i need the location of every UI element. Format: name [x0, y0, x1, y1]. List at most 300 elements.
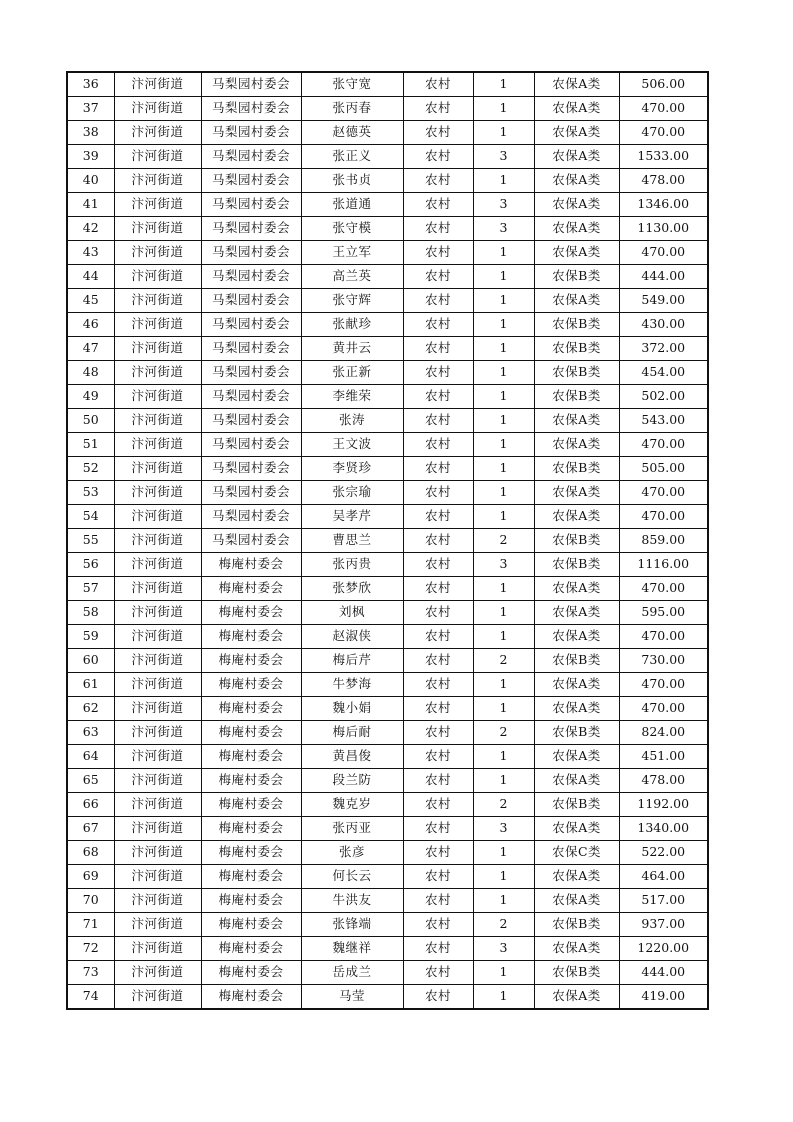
cell-insurance-category: 农保B类: [534, 313, 619, 337]
cell-amount: 824.00: [619, 721, 708, 745]
table-row: [67, 961, 708, 985]
cell-seq-number: 51: [67, 433, 114, 457]
cell-person-name: 吴孝芹: [301, 505, 403, 529]
cell-village-committee: 梅庵村委会: [201, 721, 301, 745]
cell-insurance-category: 农保A类: [534, 745, 619, 769]
table-row: [67, 97, 708, 121]
cell-insurance-category: 农保A类: [534, 889, 619, 913]
cell-person-name: 张守宽: [301, 72, 403, 97]
cell-amount: 470.00: [619, 673, 708, 697]
cell-village-committee: 梅庵村委会: [201, 913, 301, 937]
cell-residence-type: 农村: [403, 865, 473, 889]
cell-person-name: 段兰防: [301, 769, 403, 793]
cell-seq-number: 41: [67, 193, 114, 217]
table-row: [67, 985, 708, 1010]
cell-seq-number: 40: [67, 169, 114, 193]
cell-amount: 470.00: [619, 241, 708, 265]
cell-person-count: 2: [473, 913, 534, 937]
cell-person-count: 1: [473, 601, 534, 625]
cell-seq-number: 66: [67, 793, 114, 817]
cell-person-name: 梅后芹: [301, 649, 403, 673]
cell-person-name: 张丙春: [301, 97, 403, 121]
table-body: [67, 72, 708, 1009]
cell-person-name: 黄井云: [301, 337, 403, 361]
cell-residence-type: 农村: [403, 673, 473, 697]
cell-street: 汴河街道: [114, 913, 201, 937]
cell-insurance-category: 农保A类: [534, 97, 619, 121]
cell-seq-number: 67: [67, 817, 114, 841]
table-row: [67, 169, 708, 193]
cell-street: 汴河街道: [114, 625, 201, 649]
cell-person-count: 3: [473, 937, 534, 961]
cell-street: 汴河街道: [114, 481, 201, 505]
cell-seq-number: 43: [67, 241, 114, 265]
cell-village-committee: 马梨园村委会: [201, 409, 301, 433]
cell-village-committee: 梅庵村委会: [201, 745, 301, 769]
cell-amount: 549.00: [619, 289, 708, 313]
cell-seq-number: 48: [67, 361, 114, 385]
cell-village-committee: 马梨园村委会: [201, 361, 301, 385]
cell-amount: 470.00: [619, 481, 708, 505]
cell-insurance-category: 农保A类: [534, 985, 619, 1010]
cell-seq-number: 42: [67, 217, 114, 241]
cell-insurance-category: 农保B类: [534, 961, 619, 985]
cell-amount: 470.00: [619, 505, 708, 529]
cell-residence-type: 农村: [403, 649, 473, 673]
cell-person-count: 1: [473, 481, 534, 505]
cell-seq-number: 36: [67, 72, 114, 97]
cell-person-name: 张道通: [301, 193, 403, 217]
cell-village-committee: 梅庵村委会: [201, 961, 301, 985]
cell-street: 汴河街道: [114, 673, 201, 697]
cell-insurance-category: 农保B类: [534, 913, 619, 937]
cell-person-name: 张丙亚: [301, 817, 403, 841]
cell-village-committee: 梅庵村委会: [201, 793, 301, 817]
cell-seq-number: 62: [67, 697, 114, 721]
cell-insurance-category: 农保A类: [534, 121, 619, 145]
cell-amount: 506.00: [619, 72, 708, 97]
table-row: [67, 649, 708, 673]
cell-seq-number: 52: [67, 457, 114, 481]
cell-village-committee: 梅庵村委会: [201, 601, 301, 625]
cell-village-committee: 马梨园村委会: [201, 481, 301, 505]
cell-residence-type: 农村: [403, 193, 473, 217]
cell-amount: 451.00: [619, 745, 708, 769]
cell-amount: 430.00: [619, 313, 708, 337]
cell-amount: 595.00: [619, 601, 708, 625]
table-row: [67, 769, 708, 793]
cell-person-count: 1: [473, 169, 534, 193]
cell-street: 汴河街道: [114, 721, 201, 745]
cell-insurance-category: 农保A类: [534, 625, 619, 649]
cell-insurance-category: 农保B类: [534, 793, 619, 817]
cell-village-committee: 梅庵村委会: [201, 697, 301, 721]
cell-seq-number: 54: [67, 505, 114, 529]
cell-amount: 517.00: [619, 889, 708, 913]
cell-seq-number: 59: [67, 625, 114, 649]
cell-village-committee: 梅庵村委会: [201, 937, 301, 961]
cell-residence-type: 农村: [403, 529, 473, 553]
cell-street: 汴河街道: [114, 433, 201, 457]
cell-seq-number: 70: [67, 889, 114, 913]
cell-street: 汴河街道: [114, 337, 201, 361]
cell-residence-type: 农村: [403, 72, 473, 97]
cell-village-committee: 马梨园村委会: [201, 385, 301, 409]
cell-person-name: 张涛: [301, 409, 403, 433]
cell-person-name: 高兰英: [301, 265, 403, 289]
cell-person-count: 1: [473, 505, 534, 529]
cell-village-committee: 马梨园村委会: [201, 121, 301, 145]
cell-person-name: 魏继祥: [301, 937, 403, 961]
cell-amount: 1346.00: [619, 193, 708, 217]
cell-amount: 505.00: [619, 457, 708, 481]
table-row: [67, 673, 708, 697]
cell-amount: 470.00: [619, 97, 708, 121]
cell-insurance-category: 农保A类: [534, 937, 619, 961]
cell-amount: 1192.00: [619, 793, 708, 817]
cell-amount: 444.00: [619, 265, 708, 289]
table-row: [67, 577, 708, 601]
cell-person-count: 1: [473, 337, 534, 361]
cell-street: 汴河街道: [114, 289, 201, 313]
cell-insurance-category: 农保B类: [534, 385, 619, 409]
cell-residence-type: 农村: [403, 385, 473, 409]
cell-person-name: 曹思兰: [301, 529, 403, 553]
cell-amount: 1116.00: [619, 553, 708, 577]
cell-village-committee: 梅庵村委会: [201, 841, 301, 865]
cell-person-count: 1: [473, 673, 534, 697]
cell-street: 汴河街道: [114, 529, 201, 553]
cell-person-count: 1: [473, 265, 534, 289]
cell-village-committee: 梅庵村委会: [201, 865, 301, 889]
table-row: [67, 145, 708, 169]
table-row: [67, 529, 708, 553]
cell-seq-number: 50: [67, 409, 114, 433]
cell-street: 汴河街道: [114, 72, 201, 97]
cell-amount: 937.00: [619, 913, 708, 937]
cell-village-committee: 马梨园村委会: [201, 289, 301, 313]
cell-residence-type: 农村: [403, 913, 473, 937]
cell-person-name: 李贤珍: [301, 457, 403, 481]
table-row: [67, 865, 708, 889]
cell-village-committee: 马梨园村委会: [201, 433, 301, 457]
cell-street: 汴河街道: [114, 865, 201, 889]
cell-person-count: 3: [473, 217, 534, 241]
cell-village-committee: 马梨园村委会: [201, 72, 301, 97]
cell-seq-number: 39: [67, 145, 114, 169]
cell-residence-type: 农村: [403, 793, 473, 817]
cell-insurance-category: 农保A类: [534, 601, 619, 625]
cell-person-name: 张守模: [301, 217, 403, 241]
cell-amount: 1220.00: [619, 937, 708, 961]
cell-residence-type: 农村: [403, 433, 473, 457]
cell-person-name: 牛梦海: [301, 673, 403, 697]
table-row: [67, 265, 708, 289]
cell-street: 汴河街道: [114, 985, 201, 1010]
cell-residence-type: 农村: [403, 505, 473, 529]
cell-insurance-category: 农保A类: [534, 289, 619, 313]
cell-residence-type: 农村: [403, 289, 473, 313]
cell-street: 汴河街道: [114, 409, 201, 433]
cell-person-count: 1: [473, 97, 534, 121]
cell-person-name: 张守辉: [301, 289, 403, 313]
cell-person-count: 1: [473, 889, 534, 913]
cell-person-count: 2: [473, 649, 534, 673]
cell-residence-type: 农村: [403, 745, 473, 769]
table-row: [67, 193, 708, 217]
cell-person-count: 1: [473, 121, 534, 145]
cell-person-count: 1: [473, 745, 534, 769]
cell-seq-number: 73: [67, 961, 114, 985]
cell-residence-type: 农村: [403, 409, 473, 433]
table-row: [67, 793, 708, 817]
cell-seq-number: 37: [67, 97, 114, 121]
cell-insurance-category: 农保A类: [534, 145, 619, 169]
cell-person-count: 1: [473, 241, 534, 265]
cell-person-name: 牛洪友: [301, 889, 403, 913]
cell-insurance-category: 农保B类: [534, 721, 619, 745]
cell-person-count: 1: [473, 865, 534, 889]
cell-village-committee: 马梨园村委会: [201, 145, 301, 169]
table-row: [67, 505, 708, 529]
cell-street: 汴河街道: [114, 193, 201, 217]
cell-amount: 454.00: [619, 361, 708, 385]
cell-seq-number: 53: [67, 481, 114, 505]
cell-residence-type: 农村: [403, 217, 473, 241]
cell-insurance-category: 农保A类: [534, 169, 619, 193]
cell-village-committee: 马梨园村委会: [201, 97, 301, 121]
cell-residence-type: 农村: [403, 889, 473, 913]
table-row: [67, 937, 708, 961]
cell-street: 汴河街道: [114, 241, 201, 265]
cell-residence-type: 农村: [403, 121, 473, 145]
cell-residence-type: 农村: [403, 97, 473, 121]
cell-insurance-category: 农保B类: [534, 337, 619, 361]
cell-person-name: 李维荣: [301, 385, 403, 409]
cell-insurance-category: 农保A类: [534, 481, 619, 505]
cell-residence-type: 农村: [403, 337, 473, 361]
table-row: [67, 289, 708, 313]
cell-seq-number: 57: [67, 577, 114, 601]
cell-street: 汴河街道: [114, 217, 201, 241]
table-row: [67, 241, 708, 265]
table-row: [67, 553, 708, 577]
cell-insurance-category: 农保B类: [534, 361, 619, 385]
cell-residence-type: 农村: [403, 601, 473, 625]
cell-residence-type: 农村: [403, 145, 473, 169]
cell-village-committee: 马梨园村委会: [201, 217, 301, 241]
cell-village-committee: 马梨园村委会: [201, 457, 301, 481]
cell-person-name: 魏克岁: [301, 793, 403, 817]
cell-seq-number: 64: [67, 745, 114, 769]
table-row: [67, 601, 708, 625]
cell-person-count: 2: [473, 721, 534, 745]
cell-village-committee: 马梨园村委会: [201, 313, 301, 337]
cell-seq-number: 49: [67, 385, 114, 409]
cell-village-committee: 梅庵村委会: [201, 553, 301, 577]
cell-insurance-category: 农保A类: [534, 217, 619, 241]
cell-seq-number: 46: [67, 313, 114, 337]
cell-person-name: 张丙贵: [301, 553, 403, 577]
cell-street: 汴河街道: [114, 937, 201, 961]
cell-seq-number: 45: [67, 289, 114, 313]
cell-residence-type: 农村: [403, 577, 473, 601]
cell-person-count: 2: [473, 793, 534, 817]
cell-street: 汴河街道: [114, 97, 201, 121]
table-row: [67, 817, 708, 841]
cell-insurance-category: 农保A类: [534, 193, 619, 217]
cell-village-committee: 梅庵村委会: [201, 985, 301, 1010]
cell-residence-type: 农村: [403, 169, 473, 193]
cell-residence-type: 农村: [403, 961, 473, 985]
cell-person-count: 3: [473, 553, 534, 577]
cell-seq-number: 58: [67, 601, 114, 625]
cell-person-name: 王文波: [301, 433, 403, 457]
table-row: [67, 457, 708, 481]
cell-village-committee: 梅庵村委会: [201, 649, 301, 673]
cell-residence-type: 农村: [403, 817, 473, 841]
cell-seq-number: 44: [67, 265, 114, 289]
cell-seq-number: 65: [67, 769, 114, 793]
cell-amount: 502.00: [619, 385, 708, 409]
cell-insurance-category: 农保B类: [534, 553, 619, 577]
cell-insurance-category: 农保B类: [534, 457, 619, 481]
cell-insurance-category: 农保C类: [534, 841, 619, 865]
cell-seq-number: 74: [67, 985, 114, 1010]
cell-person-name: 梅后耐: [301, 721, 403, 745]
cell-street: 汴河街道: [114, 505, 201, 529]
cell-village-committee: 马梨园村委会: [201, 169, 301, 193]
cell-person-name: 张彦: [301, 841, 403, 865]
cell-amount: 859.00: [619, 529, 708, 553]
cell-residence-type: 农村: [403, 361, 473, 385]
cell-seq-number: 63: [67, 721, 114, 745]
cell-amount: 470.00: [619, 697, 708, 721]
cell-amount: 478.00: [619, 769, 708, 793]
cell-street: 汴河街道: [114, 649, 201, 673]
cell-residence-type: 农村: [403, 625, 473, 649]
cell-village-committee: 马梨园村委会: [201, 529, 301, 553]
cell-street: 汴河街道: [114, 313, 201, 337]
table-row: [67, 697, 708, 721]
cell-residence-type: 农村: [403, 481, 473, 505]
cell-seq-number: 55: [67, 529, 114, 553]
cell-person-name: 赵德英: [301, 121, 403, 145]
cell-insurance-category: 农保A类: [534, 72, 619, 97]
cell-village-committee: 马梨园村委会: [201, 265, 301, 289]
cell-person-name: 张宗瑜: [301, 481, 403, 505]
cell-village-committee: 梅庵村委会: [201, 577, 301, 601]
cell-village-committee: 马梨园村委会: [201, 337, 301, 361]
cell-person-name: 赵淑侠: [301, 625, 403, 649]
cell-amount: 1533.00: [619, 145, 708, 169]
table-row: [67, 409, 708, 433]
cell-person-name: 张献珍: [301, 313, 403, 337]
cell-street: 汴河街道: [114, 745, 201, 769]
cell-insurance-category: 农保A类: [534, 817, 619, 841]
cell-street: 汴河街道: [114, 793, 201, 817]
cell-person-count: 1: [473, 961, 534, 985]
table-row: [67, 121, 708, 145]
cell-insurance-category: 农保A类: [534, 433, 619, 457]
cell-person-name: 张梦欣: [301, 577, 403, 601]
cell-street: 汴河街道: [114, 457, 201, 481]
cell-village-committee: 梅庵村委会: [201, 769, 301, 793]
cell-seq-number: 47: [67, 337, 114, 361]
table-row: [67, 361, 708, 385]
cell-person-count: 1: [473, 72, 534, 97]
cell-amount: 464.00: [619, 865, 708, 889]
cell-residence-type: 农村: [403, 937, 473, 961]
cell-street: 汴河街道: [114, 265, 201, 289]
table-row: [67, 337, 708, 361]
cell-village-committee: 梅庵村委会: [201, 625, 301, 649]
cell-person-count: 3: [473, 193, 534, 217]
cell-residence-type: 农村: [403, 457, 473, 481]
cell-street: 汴河街道: [114, 889, 201, 913]
cell-person-name: 黄昌俊: [301, 745, 403, 769]
table-row: [67, 217, 708, 241]
cell-seq-number: 69: [67, 865, 114, 889]
cell-insurance-category: 农保A类: [534, 505, 619, 529]
cell-seq-number: 72: [67, 937, 114, 961]
cell-person-count: 1: [473, 433, 534, 457]
cell-seq-number: 56: [67, 553, 114, 577]
cell-person-name: 王立军: [301, 241, 403, 265]
cell-person-name: 何长云: [301, 865, 403, 889]
cell-seq-number: 60: [67, 649, 114, 673]
cell-person-count: 3: [473, 817, 534, 841]
cell-insurance-category: 农保B类: [534, 529, 619, 553]
cell-person-name: 马莹: [301, 985, 403, 1010]
cell-seq-number: 38: [67, 121, 114, 145]
cell-street: 汴河街道: [114, 121, 201, 145]
table-row: [67, 72, 708, 97]
cell-person-count: 1: [473, 409, 534, 433]
cell-amount: 1340.00: [619, 817, 708, 841]
cell-residence-type: 农村: [403, 241, 473, 265]
cell-amount: 372.00: [619, 337, 708, 361]
table-row: [67, 313, 708, 337]
cell-amount: 1130.00: [619, 217, 708, 241]
cell-amount: 470.00: [619, 121, 708, 145]
table-row: [67, 433, 708, 457]
cell-amount: 730.00: [619, 649, 708, 673]
cell-street: 汴河街道: [114, 697, 201, 721]
cell-insurance-category: 农保A类: [534, 865, 619, 889]
cell-street: 汴河街道: [114, 769, 201, 793]
cell-residence-type: 农村: [403, 769, 473, 793]
cell-amount: 444.00: [619, 961, 708, 985]
cell-person-count: 1: [473, 625, 534, 649]
cell-street: 汴河街道: [114, 169, 201, 193]
cell-village-committee: 马梨园村委会: [201, 241, 301, 265]
cell-residence-type: 农村: [403, 553, 473, 577]
cell-village-committee: 梅庵村委会: [201, 889, 301, 913]
cell-person-count: 1: [473, 313, 534, 337]
table-row: [67, 481, 708, 505]
cell-insurance-category: 农保A类: [534, 697, 619, 721]
cell-residence-type: 农村: [403, 313, 473, 337]
cell-amount: 419.00: [619, 985, 708, 1010]
cell-village-committee: 梅庵村委会: [201, 817, 301, 841]
cell-person-name: 张锋端: [301, 913, 403, 937]
cell-street: 汴河街道: [114, 385, 201, 409]
cell-residence-type: 农村: [403, 841, 473, 865]
cell-person-count: 3: [473, 145, 534, 169]
cell-street: 汴河街道: [114, 577, 201, 601]
cell-street: 汴河街道: [114, 145, 201, 169]
